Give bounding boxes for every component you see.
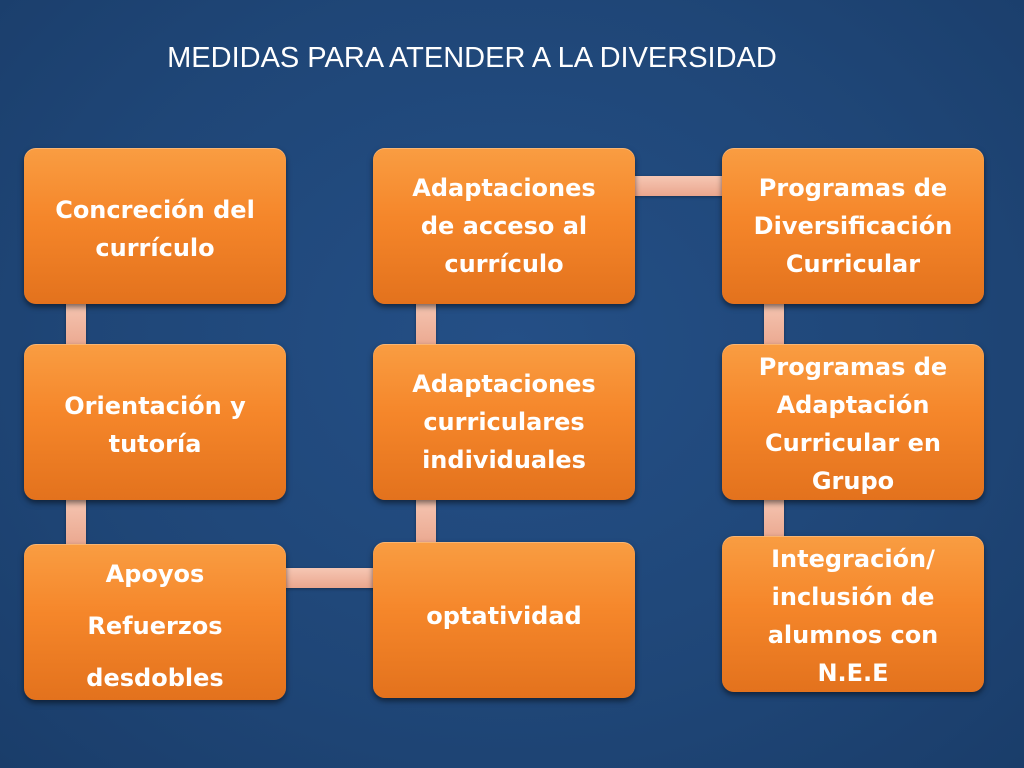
box-text-line: Programas de xyxy=(758,174,948,202)
box-text-line: Apoyos xyxy=(105,560,205,588)
connector-concrecion-orientacion xyxy=(66,300,86,350)
connector-optatividad-individuales xyxy=(416,496,436,548)
connector-acceso-diversificacion xyxy=(630,176,726,196)
connector-individuales-acceso xyxy=(416,300,436,350)
box-apoyos-refuerzos-desdobles xyxy=(24,544,286,700)
box-orientacion-tutoria xyxy=(24,344,286,500)
connector-orientacion-apoyos xyxy=(66,496,86,548)
page-title: MEDIDAS PARA ATENDER A LA DIVERSIDAD xyxy=(167,42,777,74)
box-text-line: Refuerzos xyxy=(87,612,223,640)
box-text-line: currículo xyxy=(95,234,215,262)
box-text-line: Orientación y xyxy=(64,392,246,420)
box-text-line: Diversificación xyxy=(753,212,953,240)
box-text-line: de acceso al xyxy=(420,212,588,240)
box-text-line: currículo xyxy=(444,250,564,278)
box-text-line: Curricular xyxy=(785,250,921,278)
box-text-line: Adaptación xyxy=(776,391,930,419)
box-text-line: Adaptaciones xyxy=(412,174,596,202)
box-text-line: Curricular en xyxy=(765,429,941,457)
box-text-line: inclusión de xyxy=(771,583,935,611)
box-text-line: tutoría xyxy=(108,430,202,458)
box-programas-adaptacion-grupo xyxy=(722,344,984,500)
box-text-line: Grupo xyxy=(811,467,895,495)
box-concrecion-curriculo xyxy=(24,148,286,304)
box-text-line: Programas de xyxy=(758,353,948,381)
box-text-line: curriculares xyxy=(423,408,585,436)
connector-diversificacion-grupo xyxy=(764,300,784,350)
box-text-line: Integración/ xyxy=(771,545,935,573)
box-optatividad xyxy=(373,542,635,698)
box-text-line: Adaptaciones xyxy=(412,370,596,398)
box-text-line: desdobles xyxy=(86,664,224,692)
box-text-line: optatividad xyxy=(426,602,582,630)
box-text-line: Concreción del xyxy=(55,196,255,224)
box-text-line: individuales xyxy=(422,446,586,474)
box-integracion-nee xyxy=(722,536,984,692)
box-text-line: alumnos con xyxy=(767,621,939,649)
box-programas-diversificacion xyxy=(722,148,984,304)
connector-apoyos-optatividad xyxy=(282,568,378,588)
box-adaptaciones-acceso xyxy=(373,148,635,304)
box-adaptaciones-individuales xyxy=(373,344,635,500)
box-text-line: N.E.E xyxy=(817,659,889,687)
